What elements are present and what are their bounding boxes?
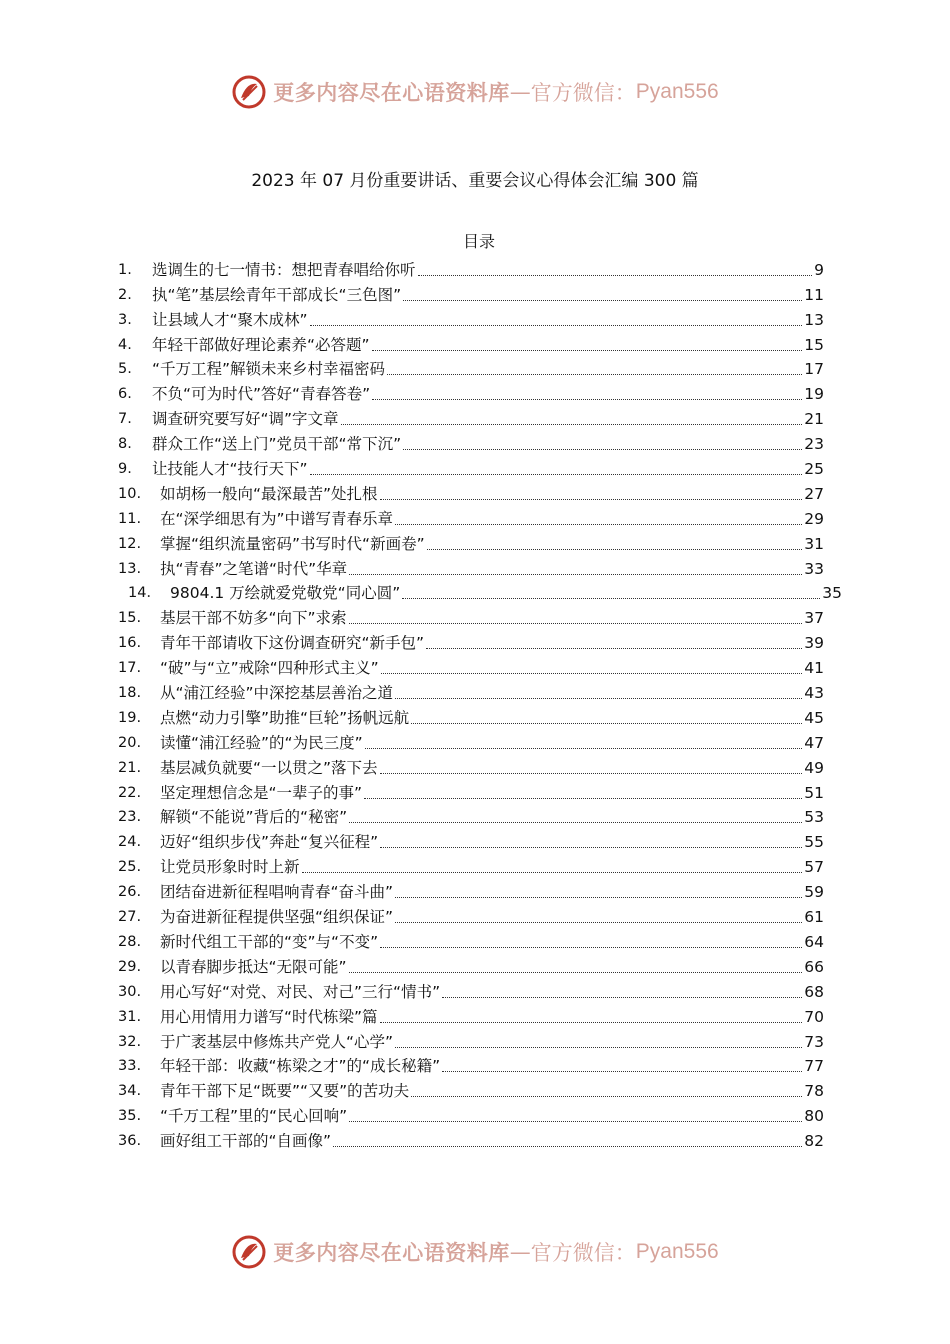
toc-entry[interactable] — [118, 902, 824, 927]
toc-entry-number: 17. — [118, 660, 142, 677]
toc-entry[interactable] — [118, 330, 824, 355]
toc-entry-number: 4. — [118, 336, 132, 353]
toc-leader-dots — [403, 448, 802, 450]
toc-entry-number: 3. — [118, 311, 132, 328]
toc-entry-number: 35. — [118, 1108, 142, 1125]
toc-entry[interactable] — [128, 579, 842, 604]
toc-entry-page: 27 — [804, 484, 824, 503]
toc-entry-title: “千万工程”解锁未来乡村幸福密码 — [152, 360, 386, 379]
toc-entry[interactable] — [118, 827, 824, 852]
toc-entry[interactable] — [118, 728, 824, 753]
watermark-label: 官方微信： — [530, 81, 636, 105]
toc-entry-number: 36. — [118, 1133, 142, 1150]
toc-entry-page: 43 — [804, 684, 824, 703]
toc-entry-title: 调查研究要写好“调”字文章 — [152, 410, 339, 429]
toc-entry-number: 33. — [118, 1058, 142, 1075]
toc-entry[interactable] — [118, 653, 824, 678]
watermark-separator: — — [509, 80, 531, 104]
toc-leader-dots — [442, 996, 802, 998]
toc-entry-number: 13. — [118, 560, 142, 577]
toc-entry-page: 31 — [804, 534, 824, 553]
toc-entry-page: 35 — [822, 584, 842, 603]
toc-leader-dots — [380, 772, 803, 774]
table-of-contents — [118, 255, 842, 1151]
toc-leader-dots — [442, 1070, 802, 1072]
toc-entry-number: 14． — [128, 585, 161, 602]
toc-entry-number: 34. — [118, 1083, 142, 1100]
toc-entry-number: 30. — [118, 983, 142, 1000]
toc-entry-title: 基层干部不妨多“向下”求索 — [160, 609, 347, 628]
toc-leader-dots — [395, 896, 802, 898]
toc-entry[interactable] — [118, 280, 824, 305]
toc-entry-page: 33 — [804, 559, 824, 578]
toc-entry-title: 选调生的七一情书：想把青春唱给你听 — [152, 260, 416, 279]
toc-entry-number: 23. — [118, 809, 142, 826]
toc-entry-number: 5. — [118, 361, 132, 378]
toc-entry-title: 点燃“动力引擎”助推“巨轮”扬帆远航 — [160, 708, 410, 727]
toc-entry-number: 27. — [118, 909, 142, 926]
toc-leader-dots — [349, 622, 803, 624]
toc-entry-title: 迈好“组织步伐”奔赴“复兴征程” — [160, 833, 379, 852]
toc-leader-dots — [310, 324, 803, 326]
toc-entry-title: 群众工作“送上门”党员干部“常下沉” — [152, 435, 402, 454]
toc-entry[interactable] — [118, 479, 824, 504]
toc-entry-title: 基层减负就要“一以贯之”落下去 — [160, 758, 378, 777]
toc-entry[interactable] — [118, 529, 824, 554]
toc-entry-number: 21. — [118, 759, 142, 776]
toc-leader-dots — [411, 1095, 802, 1097]
toc-entry-page: 19 — [804, 385, 824, 404]
toc-heading: 目录 — [462, 232, 495, 251]
toc-leader-dots — [387, 373, 802, 375]
toc-entry[interactable] — [118, 628, 824, 653]
toc-entry-number: 29. — [118, 958, 142, 975]
toc-entry-page: 57 — [804, 858, 824, 877]
toc-leader-dots — [395, 921, 802, 923]
toc-entry-title: 青年干部下足“既要”“又要”的苦功夫 — [160, 1082, 410, 1101]
toc-entry[interactable] — [118, 603, 824, 628]
toc-entry-title: 于广袤基层中修炼共产党人“心学” — [160, 1032, 394, 1051]
toc-entry-title: 如胡杨一般向“最深最苦”处扎根 — [160, 484, 378, 503]
toc-leader-dots — [372, 349, 803, 351]
toc-entry[interactable] — [118, 255, 824, 280]
toc-entry-title: 让技能人才“技行天下” — [152, 460, 308, 479]
toc-entry-number: 28. — [118, 933, 142, 950]
toc-entry-title: 让党员形象时时上新 — [160, 858, 300, 877]
toc-entry-title: 用心用情用力谱写“时代栋梁”篇 — [160, 1007, 378, 1026]
toc-entry-number: 2. — [118, 286, 132, 303]
toc-leader-dots — [380, 498, 803, 500]
toc-entry-page: 47 — [804, 733, 824, 752]
watermark-text: 更多内容尽在心语资料库 — [273, 80, 510, 105]
toc-leader-dots — [349, 573, 802, 575]
toc-leader-dots — [395, 697, 802, 699]
toc-leader-dots — [310, 473, 803, 475]
toc-entry[interactable] — [118, 877, 824, 902]
toc-entry-page: 78 — [804, 1082, 824, 1101]
toc-entry-title: 掌握“组织流量密码”书写时代“新画卷” — [160, 534, 425, 553]
toc-entry-title: 从“浦江经验”中深挖基层善治之道 — [160, 684, 394, 703]
toc-entry-title: 执“笔”基层绘青年干部成长“三色图” — [152, 285, 402, 304]
toc-entry-title: “破”与“立”戒除“四种形式主义” — [160, 659, 379, 678]
toc-leader-dots — [302, 871, 803, 873]
toc-entry[interactable] — [118, 454, 824, 479]
toc-entry[interactable] — [118, 753, 824, 778]
toc-entry-page: 17 — [804, 360, 824, 379]
toc-entry-title: 以青春脚步抵达“无限可能” — [160, 957, 347, 976]
toc-entry-page: 29 — [804, 509, 824, 528]
toc-entry-page: 39 — [804, 634, 824, 653]
toc-entry-title: 9804.1 万绘就爱党敬党“同心圆” — [170, 584, 401, 603]
toc-entry-number: 31. — [118, 1008, 142, 1025]
toc-leader-dots — [403, 299, 802, 301]
toc-entry-number: 10. — [118, 485, 142, 502]
toc-entry-title: 年轻干部：收藏“栋梁之才”的“成长秘籍” — [160, 1057, 441, 1076]
toc-entry-page: 73 — [804, 1032, 824, 1051]
toc-entry-page: 45 — [804, 708, 824, 727]
watermark-banner-top — [0, 72, 950, 112]
watermark-separator: — — [509, 1240, 531, 1264]
toc-entry-page: 9 — [814, 260, 824, 279]
toc-entry[interactable] — [118, 1126, 824, 1151]
toc-leader-dots — [395, 1046, 802, 1048]
toc-entry-number: 8. — [118, 436, 132, 453]
toc-entry[interactable] — [118, 678, 824, 703]
toc-entry-page: 70 — [804, 1007, 824, 1026]
toc-entry-title: 用心写好“对党、对民、对己”三行“情书” — [160, 982, 441, 1001]
toc-entry-page: 25 — [804, 460, 824, 479]
toc-leader-dots — [380, 1021, 803, 1023]
toc-entry-page: 82 — [804, 1132, 824, 1151]
toc-entry-number: 16. — [118, 635, 142, 652]
toc-entry[interactable] — [118, 554, 824, 579]
toc-leader-dots — [380, 946, 802, 948]
toc-entry-page: 21 — [804, 410, 824, 429]
toc-entry-title: 解锁“不能说”背后的“秘密” — [160, 808, 348, 827]
toc-entry-page: 68 — [804, 982, 824, 1001]
toc-leader-dots — [381, 672, 803, 674]
toc-entry-page: 13 — [804, 310, 824, 329]
toc-entry[interactable] — [118, 852, 824, 877]
toc-entry-page: 64 — [804, 932, 824, 951]
toc-entry-title: 在“深学细思有为”中谱写青春乐章 — [160, 509, 394, 528]
toc-entry-number: 9. — [118, 461, 132, 478]
toc-leader-dots — [349, 1120, 802, 1122]
watermark-wechat-id: Pyan556 — [635, 1240, 719, 1263]
toc-entry-number: 6. — [118, 386, 132, 403]
toc-entry[interactable] — [118, 703, 824, 728]
toc-entry[interactable] — [118, 305, 824, 330]
toc-entry-title: 为奋进新征程提供坚强“组织保证” — [160, 908, 394, 927]
toc-entry[interactable] — [118, 1027, 824, 1052]
toc-entry-number: 25. — [118, 859, 142, 876]
toc-leader-dots — [426, 647, 802, 649]
toc-leader-dots — [411, 722, 802, 724]
toc-entry[interactable] — [118, 1002, 824, 1027]
toc-entry-number: 24. — [118, 834, 142, 851]
toc-entry-page: 15 — [804, 335, 824, 354]
toc-leader-dots — [349, 971, 803, 973]
toc-leader-dots — [364, 797, 802, 799]
toc-entry-number: 1. — [118, 261, 132, 278]
toc-entry-title: 让县域人才“聚木成林” — [152, 310, 308, 329]
toc-entry[interactable] — [118, 778, 824, 803]
toc-entry[interactable] — [118, 1101, 824, 1126]
toc-entry[interactable] — [118, 404, 824, 429]
toc-leader-dots — [333, 1145, 802, 1147]
toc-leader-dots — [341, 423, 803, 425]
toc-entry[interactable] — [118, 952, 824, 977]
toc-leader-dots — [395, 523, 802, 525]
toc-entry-title: 坚定理想信念是“一辈子的事” — [160, 783, 363, 802]
watermark-wechat-id: Pyan556 — [635, 80, 719, 103]
toc-leader-dots — [349, 821, 802, 823]
toc-entry-title: 新时代组工干部的“变”与“不变” — [160, 932, 379, 951]
toc-entry-number: 12. — [118, 535, 142, 552]
toc-entry-number: 11. — [118, 510, 142, 527]
toc-leader-dots — [427, 548, 803, 550]
toc-entry[interactable] — [118, 1076, 824, 1101]
toc-entry[interactable] — [118, 1052, 824, 1077]
toc-entry-page: 53 — [804, 808, 824, 827]
toc-entry[interactable] — [118, 803, 824, 828]
toc-entry[interactable] — [118, 927, 824, 952]
toc-entry-page: 41 — [804, 659, 824, 678]
toc-entry-page: 11 — [804, 285, 824, 304]
toc-entry-number: 19. — [118, 709, 142, 726]
toc-entry-page: 23 — [804, 435, 824, 454]
toc-entry-page: 77 — [804, 1057, 824, 1076]
toc-entry-title: 执“青春”之笔谱“时代”华章 — [160, 559, 348, 578]
watermark-label: 官方微信： — [530, 1241, 636, 1265]
toc-entry-page: 66 — [804, 957, 824, 976]
toc-entry-page: 49 — [804, 758, 824, 777]
toc-entry-number: 20. — [118, 734, 142, 751]
toc-entry-page: 37 — [804, 609, 824, 628]
toc-entry-page: 55 — [804, 833, 824, 852]
toc-entry-page: 80 — [804, 1107, 824, 1126]
toc-entry-number: 22. — [118, 784, 142, 801]
toc-entry-page: 51 — [804, 783, 824, 802]
toc-leader-dots — [402, 597, 820, 599]
toc-entry-number: 7. — [118, 411, 132, 428]
toc-entry-title: “千万工程”里的“民心回响” — [160, 1107, 348, 1126]
logo-icon — [231, 1234, 267, 1270]
toc-entry[interactable] — [118, 429, 824, 454]
toc-leader-dots — [372, 398, 802, 400]
toc-entry-title: 读懂“浦江经验”的“为民三度” — [160, 733, 363, 752]
toc-entry-page: 61 — [804, 908, 824, 927]
logo-icon — [231, 74, 267, 110]
toc-entry-number: 32. — [118, 1033, 142, 1050]
toc-entry-title: 青年干部请收下这份调查研究“新手包” — [160, 634, 425, 653]
toc-entry[interactable] — [118, 977, 824, 1002]
toc-leader-dots — [365, 747, 803, 749]
watermark-banner-bottom — [0, 1232, 950, 1272]
toc-entry-number: 15. — [118, 610, 142, 627]
toc-entry-page: 59 — [804, 883, 824, 902]
toc-entry-number: 18. — [118, 685, 142, 702]
toc-entry-title: 不负“可为时代”答好“青春答卷” — [152, 385, 371, 404]
toc-leader-dots — [380, 846, 802, 848]
watermark-text: 更多内容尽在心语资料库 — [273, 1240, 510, 1265]
toc-entry-number: 26. — [118, 884, 142, 901]
toc-entry[interactable] — [118, 504, 824, 529]
toc-entry-title: 团结奋进新征程唱响青春“奋斗曲” — [160, 883, 394, 902]
toc-entry-title: 年轻干部做好理论素养“必答题” — [152, 335, 370, 354]
toc-entry-title: 画好组工干部的“自画像” — [160, 1132, 332, 1151]
toc-leader-dots — [418, 274, 813, 276]
document-title: 2023 年 07 月份重要讲话、重要会议心得体会汇编 300 篇 — [251, 171, 699, 191]
toc-entry[interactable] — [118, 379, 824, 404]
toc-entry[interactable] — [118, 355, 824, 380]
